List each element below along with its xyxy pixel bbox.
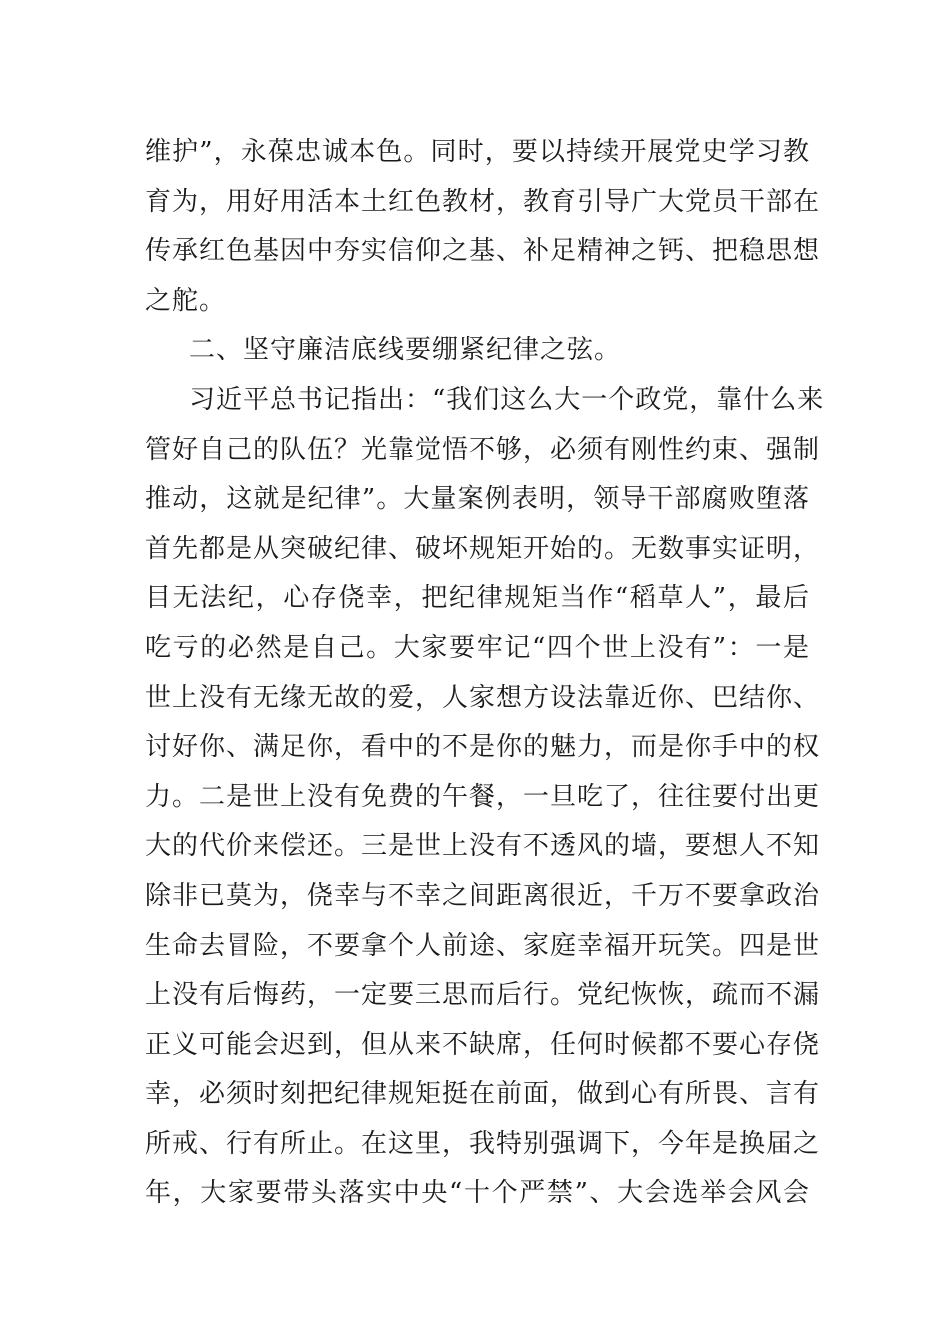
text-line: 吃亏的必然是自己。大家要牢记“四个世上没有”：一是: [145, 632, 810, 663]
text-line: 所戒、行有所止。在这里，我特别强调下，今年是换届之: [145, 1128, 821, 1159]
text-line: 幸，必须时刻把纪律规矩挺在前面，做到心有所畏、言有: [145, 1079, 821, 1110]
text-line: 大的代价来偿还。三是世上没有不透风的墙，要想人不知: [145, 831, 821, 862]
body-text: [145, 128, 825, 1219]
text-line: 目无法纪，心存侥幸，把纪律规矩当作“稻草人”，最后: [145, 583, 810, 614]
text-line: 维护”，永葆忠诚本色。同时，要以持续开展党史学习教: [145, 137, 810, 167]
text-line: 讨好你、满足你，看中的不是你的魅力，而是你手中的权: [145, 732, 821, 763]
text-line: 传承红色基因中夯实信仰之基、补足精神之钙、把稳思想: [145, 236, 821, 267]
text-line: 首先都是从突破纪律、破坏规矩开始的。无数事实证明，: [145, 533, 821, 564]
text-line: 年，大家要带头落实中央“十个严禁”、大会选举会风会: [145, 1178, 810, 1209]
text-line: 推动，这就是纪律”。大量案例表明，领导干部腐败堕落: [145, 484, 810, 515]
text-line: 之舵。: [145, 285, 227, 316]
text-line: 除非已莫为，侥幸与不幸之间距离很近，千万不要拿政治: [145, 880, 821, 911]
text-line: 世上没有无缘无故的爱，人家想方设法靠近你、巴结你、: [145, 682, 821, 713]
text-line: 力。二是世上没有免费的午餐，一旦吃了，往往要付出更: [145, 781, 821, 812]
text-line: 正义可能会迟到，但从来不缺席，任何时候都不要心存侥: [145, 1029, 821, 1060]
text-line: 二、坚守廉洁底线要绷紧纪律之弦。: [189, 335, 622, 366]
text-line: 上没有后悔药，一定要三思而后行。党纪恢恢，疏而不漏: [145, 980, 821, 1011]
text-line: 习近平总书记指出：“我们这么大一个政党，靠什么来: [189, 384, 825, 415]
text-line: 管好自己的队伍？光靠觉悟不够，必须有刚性约束、强制: [145, 434, 821, 465]
text-line: 育为，用好用活本土红色教材，教育引导广大党员干部在: [145, 186, 821, 217]
text-line: 生命去冒险，不要拿个人前途、家庭幸福开玩笑。四是世: [145, 930, 821, 961]
